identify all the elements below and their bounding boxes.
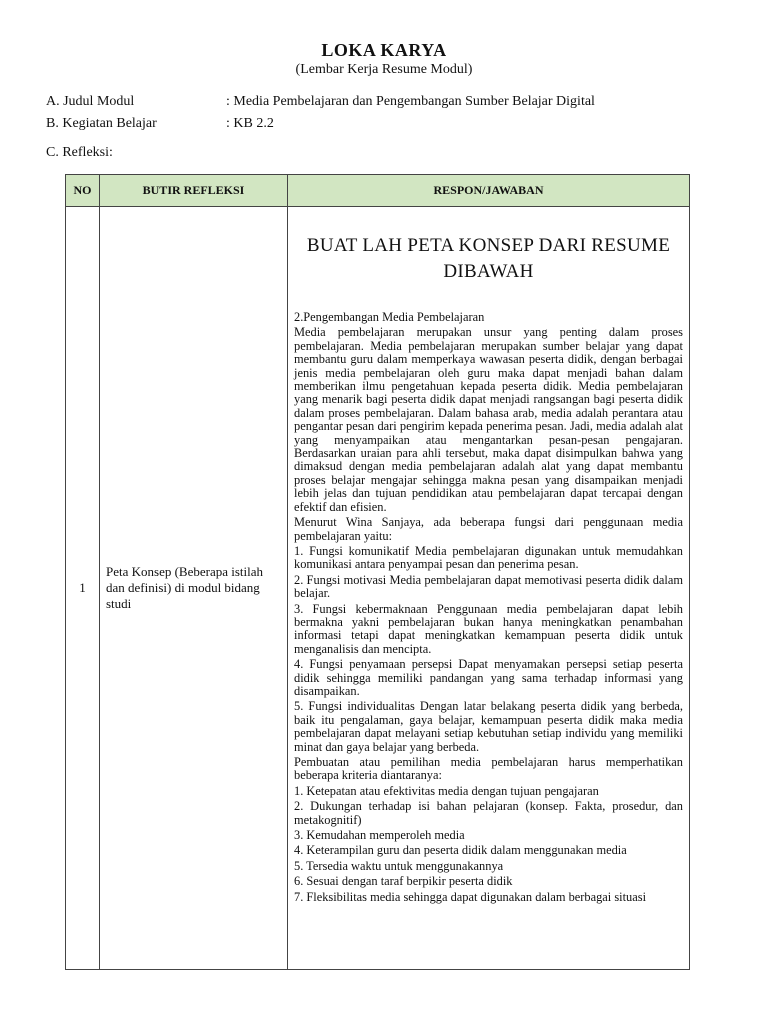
row-number: 1 [66,207,100,970]
header-respon: RESPON/JAWABAN [288,175,690,207]
response-paragraph: 5. Fungsi individualitas Dengan latar belakang peserta didik yang berbeda, baik itu pengalaman, gaya belajar, kemampuan peserta didik maka media pembelajaran dapat melayani setiap kebutuhan setiap individu yang memiliki minat dan gaya belajar yang berbeda. [294,699,683,754]
response-paragraph: Pembuatan atau pemilihan media pembelajaran harus memperhatikan beberapa kriteria diantaranya: [294,755,683,783]
response-paragraph: 1. Ketepatan atau efektivitas media dengan tujuan pengajaran [294,783,599,798]
response-paragraph: 2. Dukungan terhadap isi bahan pelajaran (konsep. Fakta, prosedur, dan metakognitif) [294,799,683,827]
refleksi-label: C. Refleksi: [46,145,113,160]
document-title: LOKA KARYA [321,40,447,60]
response-title: BUAT LAH PETA KONSEP DARI RESUME DIBAWAH [306,235,671,282]
table-header-row [66,175,690,207]
table-row [66,207,690,970]
response-paragraph: Menurut Wina Sanjaya, ada beberapa fungsi dari penggunaan media pembelajaran yaitu: [294,515,683,543]
response-paragraph: 5. Tersedia waktu untuk menggunakannya [294,858,504,873]
header-butir: BUTIR REFLEKSI [100,175,288,207]
response-paragraph: Media pembelajaran merupakan unsur yang penting dalam proses pembelajaran. Media pembelajaran merupakan sumber belajar yang dapat membantu guru dalam memperkaya wawasan peserta didik, dengan berbagai jenis media pembelajaran oleh guru maka dapat menjadi bahan dalam memberikan ilmu pengetahuan kepada peserta didik. Media pembelajaran yang menarik bagi peserta didik dapat menjadi rangsangan bagi peserta didik dalam proses pembelajaran. Dalam bahasa arab, media adalah perantara atau pengantar pesan dari pengirim kepada penerima pesan. Jadi, media adalah alat yang menyampaikan atau mengantarkan pesan-pesan pengajaran. Berdasarkan uraian para ahli tersebut, maka dapat disimpulkan bahwa yang dimaksud dengan media pembelajaran adalah alat yang dapat membantu proses belajar mengajar sehingga makna pesan yang disampaikan menjadi lebih jelas dan tujuan pendidikan atau pembelajaran dapat tercapai dengan efektif dan efisien. [294,325,683,514]
butir-refleksi-cell: Peta Konsep (Beberapa istilah dan definisi) di modul bidang studi [100,207,288,970]
meta-kegiatan-row [46,116,274,132]
response-cell [288,207,690,970]
response-paragraph: 4. Keterampilan guru dan peserta didik dalam menggunakan media [294,843,627,858]
response-paragraph: 4. Fungsi penyamaan persepsi Dapat menyamakan persepsi setiap peserta didik sehingga memiliki pandangan yang sama terhadap informasi yang disampaikan. [294,657,683,698]
kegiatan-label: B. Kegiatan Belajar [46,116,157,131]
header-no: NO [66,175,100,207]
meta-judul-row [46,94,595,110]
response-paragraph: 6. Sesuai dengan taraf berpikir peserta didik [294,874,513,889]
response-body [294,311,683,904]
judul-label: A. Judul Modul [46,94,135,109]
judul-value: : Media Pembelajaran dan Pengembangan Sumber Belajar Digital [226,94,595,109]
kegiatan-value: : KB 2.2 [226,116,274,131]
response-paragraph: 2.Pengembangan Media Pembelajaran [294,310,485,324]
response-paragraph: 3. Kemudahan memperoleh media [294,828,465,843]
response-paragraph: 3. Fungsi kebermaknaan Penggunaan media pembelajaran dapat lebih bermakna yakni pembelajaran bukan hanya meningkatkan penambahan informasi tetapi dapat meningkatkan kemampuan peserta didik untuk menganalisis dan mencipta. [294,601,683,656]
response-paragraph: 7. Fleksibilitas media sehingga dapat digunakan dalam berbagai situasi [294,889,647,904]
document-subtitle: (Lembar Kerja Resume Modul) [295,62,473,77]
reflection-table [65,174,690,970]
response-paragraph: 2. Fungsi motivasi Media pembelajaran dapat memotivasi peserta didik dalam belajar. [294,572,683,601]
response-paragraph: 1. Fungsi komunikatif Media pembelajaran digunakan untuk memudahkan komunikasi antara penyampai pesan dan penerima pesan. [294,543,683,572]
